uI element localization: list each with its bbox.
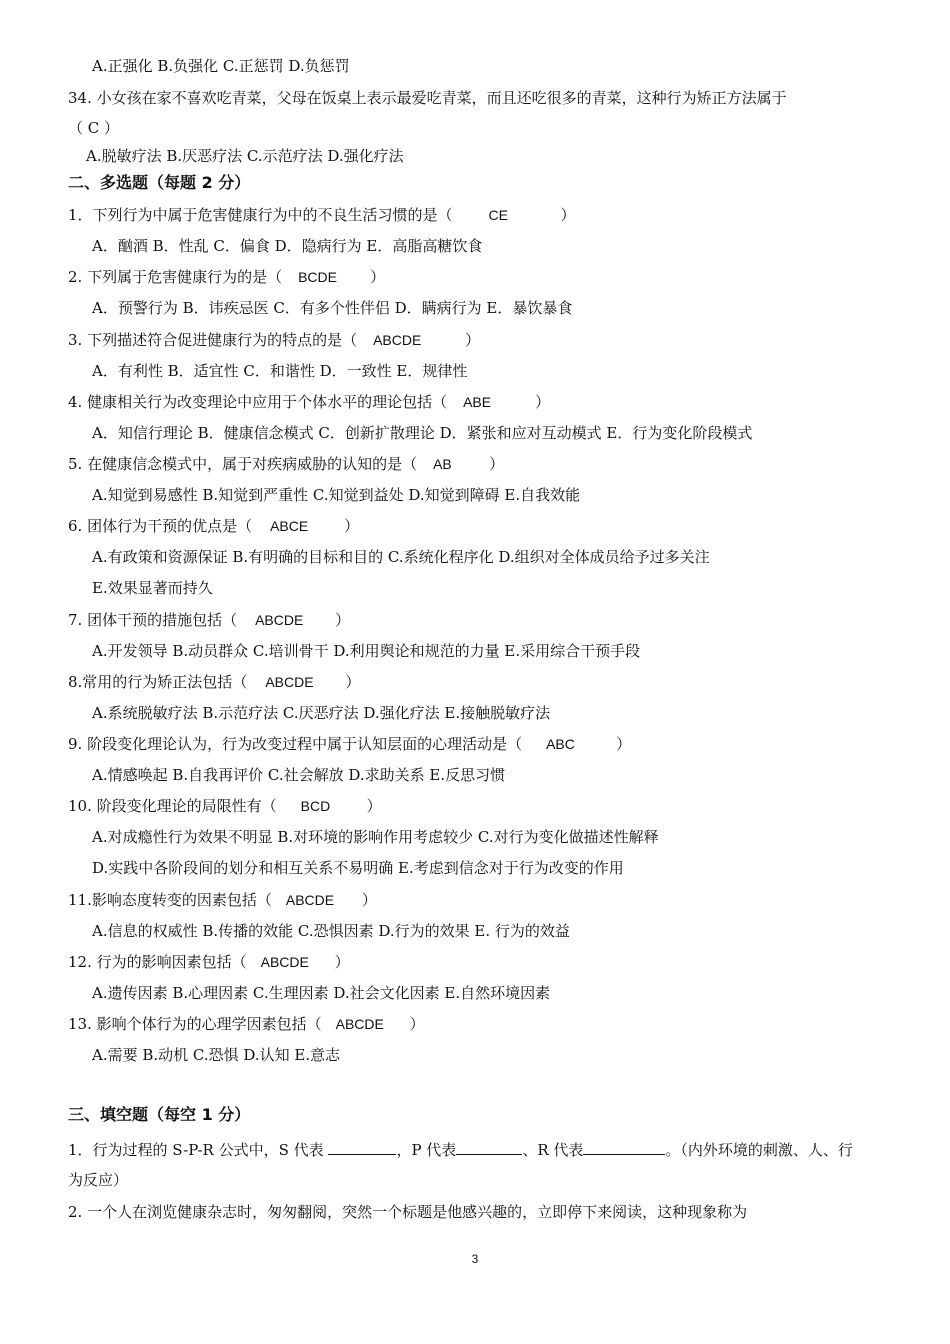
multi-q12-options: A.遗传因素 B.心理因素 C.生理因素 D.社会文化因素 E.自然环境因素 [92, 984, 551, 1002]
multi-q8-stem: 8.常用的行为矫正法包括（ ABCDE ） [68, 673, 361, 691]
multi-q6-answer: ABCE [270, 518, 309, 534]
multi-q10-options: A.对成瘾性行为效果不明显 B.对环境的影响作用考虑较少 C.对行为变化做描述性解释 [92, 828, 659, 846]
multi-q8-answer: ABCDE [265, 674, 314, 690]
multi-q10-options-2: D.实践中各阶段间的划分和相互关系不易明确 E.考虑到信念对于行为改变的作用 [92, 859, 624, 877]
multi-q4-options: A．知信行理论 B．健康信念模式 C．创新扩散理论 D．紧张和应对互动模式 E．行为变化阶段模式 [92, 424, 753, 442]
multi-q12-stem: 12. 行为的影响因素包括（ ABCDE ） [68, 953, 350, 971]
multi-q3-stem: 3. 下列描述符合促进健康行为的特点的是（ ABCDE ） [68, 331, 481, 349]
fill-blank-r[interactable] [583, 1140, 665, 1155]
multi-q3-answer: ABCDE [373, 332, 422, 348]
multi-q4-stem: 4. 健康相关行为改变理论中应用于个体水平的理论包括（ ABE ） [68, 393, 551, 411]
multi-q10-stem: 10. 阶段变化理论的局限性有（ BCD ） [68, 797, 382, 815]
multi-q6-options: A.有政策和资源保证 B.有明确的目标和目的 C.系统化程序化 D.组织对全体成员给予过多关注 [92, 548, 710, 566]
multi-q5-options: A.知觉到易感性 B.知觉到严重性 C.知觉到益处 D.知觉到障碍 E.自我效能 [92, 486, 581, 504]
multi-q11-answer: ABCDE [285, 892, 335, 908]
multi-q13-options: A.需要 B.动机 C.恐惧 D.认知 E.意志 [92, 1046, 341, 1064]
multi-q12-answer: ABCDE [260, 954, 309, 970]
multi-q13-stem: 13. 影响个体行为的心理学因素包括（ ABCDE ） [68, 1015, 425, 1033]
multi-q9-answer: ABC [546, 736, 575, 752]
q34-options: A.脱敏疗法 B.厌恶疗法 C.示范疗法 D.强化疗法 [86, 147, 404, 165]
multi-q3-options: A．有利性 B．适宜性 C．和谐性 D．一致性 E．规律性 [92, 362, 468, 380]
multi-q6-options-2: E.效果显著而持久 [92, 579, 213, 597]
multi-q2-stem: 2. 下列属于危害健康行为的是（ BCDE ） [68, 268, 386, 286]
multi-q8-options: A.系统脱敏疗法 B.示范疗法 C.厌恶疗法 D.强化疗法 E.接触脱敏疗法 [92, 704, 551, 722]
multi-q13-answer: ABCDE [335, 1016, 384, 1032]
multi-q1-stem: 1．下列行为中属于危害健康行为中的不良生活习惯的是（ CE ） [68, 206, 576, 224]
multi-q5-stem: 5. 在健康信念模式中，属于对疾病威胁的认知的是（ AB ） [68, 455, 505, 473]
q33-options: A.正强化 B.负强化 C.正惩罚 D.负惩罚 [92, 57, 350, 75]
multi-q4-answer: ABE [463, 394, 492, 410]
multi-q7-stem: 7. 团体干预的措施包括（ ABCDE ） [68, 611, 351, 629]
multi-q9-options: A.情感唤起 B.自我再评价 C.社会解放 D.求助关系 E.反思习惯 [92, 766, 506, 784]
fill-q2: 2. 一个人在浏览健康杂志时，匆匆翻阅，突然一个标题是他感兴趣的，立即停下来阅读，这种现象称为 [68, 1203, 748, 1221]
multi-q11-options: A.信息的权威性 B.传播的效能 C.恐惧因素 D.行为的效果 E. 行为的效益 [92, 922, 570, 940]
multi-q2-options: A．预警行为 B．讳疾忌医 C．有多个性伴侣 D．瞒病行为 E．暴饮暴食 [92, 299, 573, 317]
multi-q1-answer: CE [488, 207, 508, 223]
multi-q2-answer: BCDE [298, 269, 337, 285]
multi-q5-answer: AB [433, 456, 452, 472]
fill-q1-answer: 为反应） [68, 1171, 129, 1189]
fill-blank-s[interactable] [328, 1140, 396, 1155]
multi-q6-stem: 6. 团体行为干预的优点是（ ABCE ） [68, 517, 360, 535]
multi-q7-answer: ABCDE [255, 612, 304, 628]
q34-stem: 34. 小女孩在家不喜欢吃青菜，父母在饭桌上表示最爱吃青菜，而且还吃很多的青菜，这种行为矫正方法属于 [68, 89, 787, 107]
multi-q1-options: A．酗酒 B．性乱 C．偏食 D．隐病行为 E．高脂高糖饮食 [92, 237, 483, 255]
q34-answer-text: （ C ） [68, 119, 120, 137]
multi-q9-stem: 9. 阶段变化理论认为，行为改变过程中属于认知层面的心理活动是（ ABC ） [68, 735, 632, 753]
multi-q10-answer: BCD [300, 798, 331, 814]
page-number: 3 [471, 1252, 479, 1266]
section-2-title: 二、多选题（每题 2 分） [68, 173, 251, 192]
fill-q1: 1．行为过程的 S-P-R 公式中，S 代表 ，P 代表 、R 代表 。（内外环境的刺激、人、行 [68, 1141, 853, 1159]
fill-blank-p[interactable] [456, 1140, 522, 1155]
section-3-title: 三、填空题（每空 1 分） [68, 1105, 251, 1124]
q34-answer [68, 118, 119, 138]
multi-q11-stem: 11.影响态度转变的因素包括（ ABCDE ） [68, 891, 377, 909]
multi-q7-options: A.开发领导 B.动员群众 C.培训骨干 D.利用舆论和规范的力量 E.采用综合干预手段 [92, 642, 641, 660]
